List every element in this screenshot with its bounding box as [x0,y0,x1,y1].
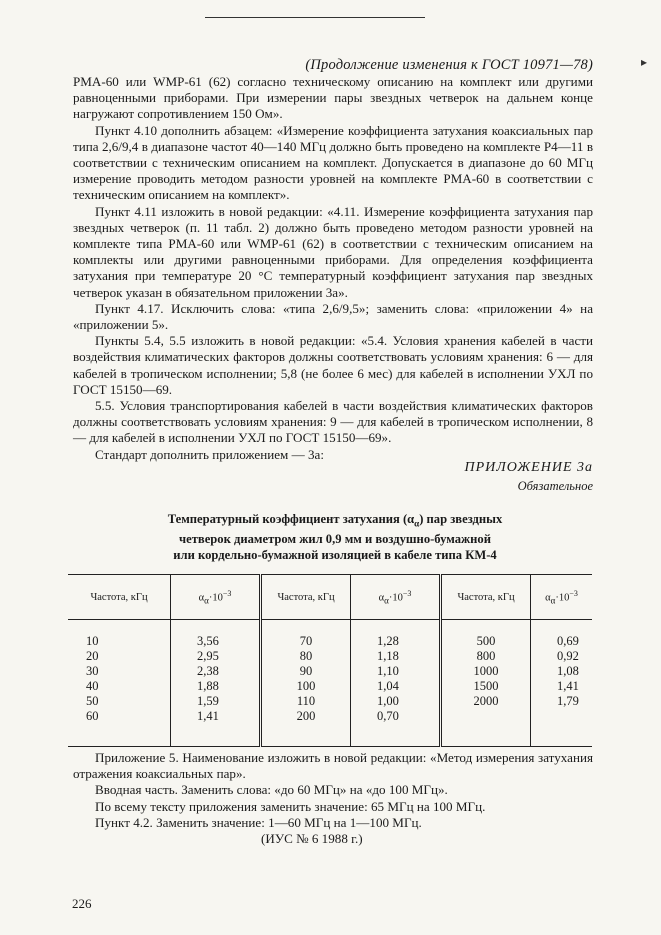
paragraph: По всему тексту приложения заменить значение: 65 МГц на 100 МГц. [95,798,486,814]
caption-line: или кордельно-бумажной изоляцией в кабеле типа КМ-4 [173,547,497,562]
paragraph: 5.5. Условия транспортирования кабелей в части воздействия климатических факторов должны соответствовать условиям хранения: 9 — для кабелей в тропическом исполнении, 8 — для кабелей в исполнении УХЛ по ГОСТ 15150—69». [73,398,593,446]
col-header-alpha: $\alpha_\alpha\cdot 10^{-3}$ [171,575,261,620]
paragraph: Пункт 4.11 изложить в новой редакции: «4.11. Измерение коэффициента затухания пар звездных четверок (п. 11 табл. 2) должно быть проведено методом разности уровней на комплекте типа РМА-60 или WMP-61 (62) в соответствии с техническим описанием на комплекты или другими равноценными приборами. Для определения коэффициента затухания при температуре 20 °С температурный коэффициент затухания пар звездных четверок указан в обязательном приложении 3а». [73,203,593,300]
body-text [73,74,593,463]
paragraph: Стандарт дополнить приложением — 3а: [95,446,324,462]
attenuation-table [68,574,592,747]
closing-text [73,750,593,847]
col-header-freq: Частота, кГц [441,575,531,620]
paragraph: Приложение 5. Наименование изложить в новой редакции: «Метод измерения затухания отражения коаксиальных пар». [73,750,593,782]
izv-reference: (ИУС № 6 1988 г.) [261,831,363,847]
freq-cell: 10 20 30 40 50 60 [68,620,171,747]
alpha-cell: 0,69 0,92 1,08 1,41 1,79 [531,620,593,747]
top-rule [205,17,425,18]
margin-mark: ▸ [640,55,647,69]
col-header-alpha: $\alpha_\alpha\cdot 10^{-3}$ [351,575,441,620]
caption-part: ) пар звездных [419,512,503,526]
caption-sub: α [414,518,420,529]
table-caption [100,512,570,563]
appendix-status: Обязательное [517,479,593,493]
table-row [68,620,592,747]
caption-part: Температурный коэффициент затухания (α [167,512,415,526]
paragraph: Пункты 5.4, 5.5 изложить в новой редакции: «5.4. Условия хранения кабелей в части воздействия климатических факторов должны соответствовать условиям хранения: 6 — для кабелей в тропическом исполнении; 5,8 (не более 6 мес) для кабелей в исполнении УХЛ по ГОСТ 15150—69. [73,333,593,397]
appendix-heading [465,460,593,494]
caption-line: четверок диаметром жил 0,9 мм и воздушно-бумажной [179,532,491,547]
paragraph: РМА-60 или WMP-61 (62) согласно техническому описанию на комплект или другими равноценными приборами. При измерении пары звездных четверок на дальнем конце нагружают сопротивлением 150 Ом». [73,74,593,122]
col-header-freq: Частота, кГц [68,575,171,620]
page-number: 226 [72,896,92,911]
alpha-cell: 1,28 1,18 1,10 1,04 1,00 0,70 [351,620,441,747]
freq-cell: 500 800 1000 1500 2000 [441,620,531,747]
paragraph: Вводная часть. Заменить слова: «до 60 МГц» на «до 100 МГц». [95,782,448,798]
col-header-freq: Частота, кГц [261,575,351,620]
col-header-alpha: $\alpha_\alpha\cdot 10^{-3}$ [531,575,593,620]
paragraph: Пункт 4.2. Заменить значение: 1—60 МГц на 1—100 МГц. [95,814,422,830]
paragraph: Пункт 4.17. Исключить слова: «типа 2,6/9,5»; заменить слова: «приложении 4» на «приложении 5». [73,300,593,333]
freq-cell: 70 80 90 100 110 200 [261,620,351,747]
paragraph: Пункт 4.10 дополнить абзацем: «Измерение коэффициента затухания коаксиальных пар типа 2,6/9,4 в диапазоне частот 40—140 МГц должно быть проведено на комплекте Р4—11 в соответствии с техническим описанием на комплект. Допускается в диапазоне до 60 МГц измерение проводить методом разности уровней на комплекте РМА-60 в соответствии с техническим описанием на комплект». [73,122,593,203]
appendix-title: ПРИЛОЖЕНИЕ 3а [464,460,593,475]
alpha-cell: 3,56 2,95 2,38 1,88 1,59 1,41 [171,620,261,747]
running-header: (Продолжение изменения к ГОСТ 10971—78) [305,57,593,73]
